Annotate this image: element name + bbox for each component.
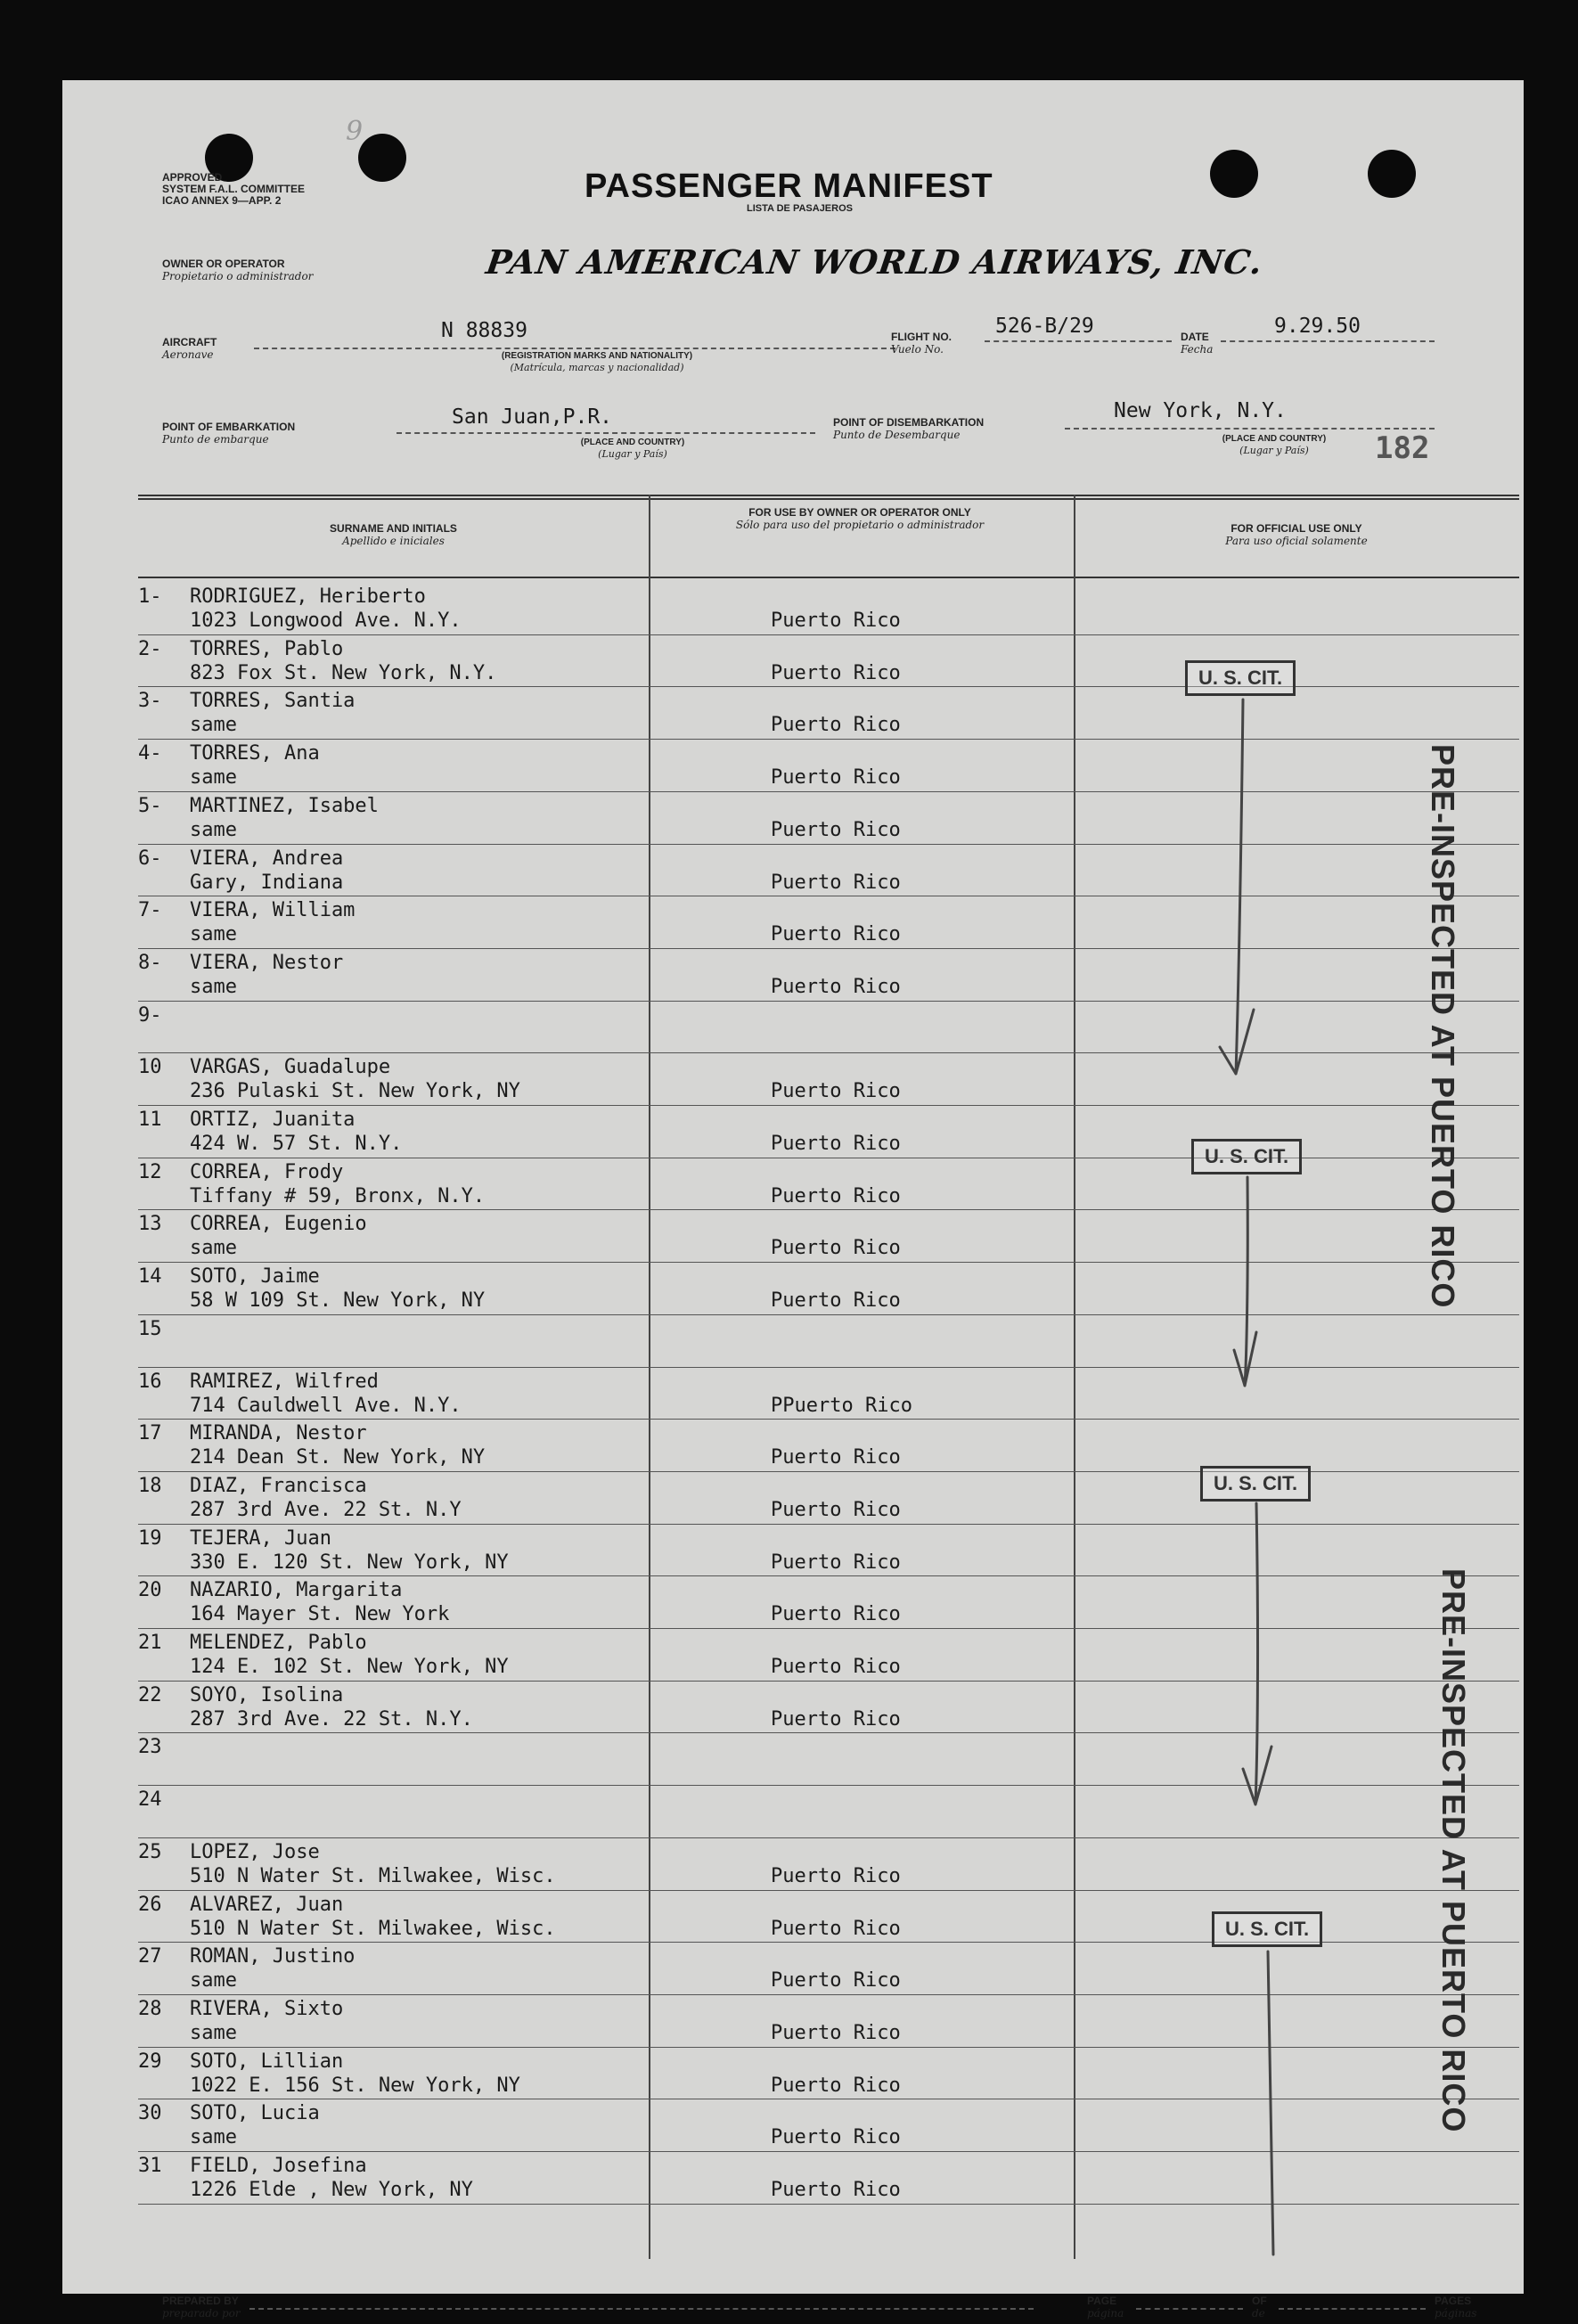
disembark-label-es: Punto de Desembarque — [833, 429, 961, 441]
aircraft-value: N 88839 — [441, 319, 527, 342]
airline-name: PAN AMERICAN WORLD AIRWAYS, INC. — [483, 242, 1266, 282]
us-cit-stamp: U. S. CIT. — [1185, 660, 1296, 696]
flight-label — [891, 331, 952, 356]
passenger-name: MELENDEZ, Pablo — [190, 1632, 367, 1654]
passenger-address: 1023 Longwood Ave. N.Y. — [190, 610, 462, 632]
passenger-origin: Puerto Rico — [771, 1917, 901, 1940]
row-number: 13 — [138, 1213, 162, 1236]
passenger-name: SOTO, Lillian — [190, 2050, 344, 2073]
registration-note-en: (REGISTRATION MARKS AND NATIONALITY) — [501, 351, 693, 361]
passenger-address: same — [190, 2126, 237, 2149]
owner-label — [162, 258, 313, 282]
col-surname-en: SURNAME AND INITIALS — [330, 522, 457, 535]
passenger-origin: Puerto Rico — [771, 1080, 901, 1103]
of-rule — [1279, 2308, 1426, 2310]
row-number: 29 — [138, 2050, 162, 2073]
passenger-name: CORREA, Frody — [190, 1160, 344, 1183]
passenger-origin: Puerto Rico — [771, 1603, 901, 1626]
passenger-name: ROMAN, Justino — [190, 1945, 356, 1968]
owner-label-es: Propietario o administrador — [162, 270, 314, 282]
row-number: 24 — [138, 1788, 162, 1812]
disembark-label — [833, 417, 984, 441]
passenger-address: same — [190, 818, 237, 841]
row-number: 9- — [138, 1003, 162, 1027]
passenger-origin: Puerto Rico — [771, 1237, 901, 1260]
pages-label-es: páginas — [1435, 2307, 1477, 2320]
us-cit-stamp: U. S. CIT. — [1200, 1466, 1311, 1502]
pages-label-en: PAGES — [1435, 2295, 1472, 2307]
flight-label-en: FLIGHT NO. — [891, 331, 952, 343]
us-cit-stamp: U. S. CIT. — [1212, 1911, 1322, 1947]
passenger-name: TORRES, Santia — [190, 690, 356, 713]
disembark-label-en: POINT OF DISEMBARKATION — [833, 416, 985, 429]
place-note-es: (Lugar y País) — [598, 448, 667, 460]
passenger-name: DIAZ, Francisca — [190, 1474, 367, 1497]
row-number: 1- — [138, 585, 162, 608]
page-label-en: PAGE — [1087, 2295, 1117, 2307]
prepared-by-es: preparado por — [162, 2307, 241, 2320]
passenger-address: same — [190, 766, 237, 790]
passenger-address: same — [190, 2021, 237, 2044]
arrow-group-1 — [1220, 700, 1254, 1074]
date-value: 9.29.50 — [1274, 315, 1361, 338]
row-number: 21 — [138, 1632, 162, 1654]
col-owner-es: Sólo para uso del propietario o administrador — [735, 519, 985, 531]
preinspected-stamp: PRE-INSPECTED AT PUERTO RICO — [1435, 1568, 1472, 2133]
passenger-name: TEJERA, Juan — [190, 1526, 331, 1550]
passenger-name: SOYO, Isolina — [190, 1683, 344, 1706]
passenger-address: 287 3rd Ave. 22 St. N.Y — [190, 1498, 462, 1521]
row-number: 3- — [138, 690, 162, 713]
passenger-name: ORTIZ, Juanita — [190, 1109, 356, 1131]
passenger-name: VIERA, William — [190, 899, 356, 922]
us-cit-stamp: U. S. CIT. — [1191, 1139, 1302, 1174]
of-label-en: OF — [1252, 2295, 1267, 2307]
row-number: 6- — [138, 847, 162, 870]
passenger-name: VIERA, Andrea — [190, 847, 344, 870]
row-number: 11 — [138, 1109, 162, 1131]
registration-note — [437, 350, 757, 373]
place-note-es: (Lugar y País) — [1239, 445, 1309, 456]
passenger-origin: Puerto Rico — [771, 1133, 901, 1155]
passenger-origin: Puerto Rico — [771, 1446, 901, 1469]
embark-label-es: Punto de embarque — [162, 433, 269, 446]
date-label-es: Fecha — [1181, 343, 1214, 356]
aircraft-rule — [254, 348, 895, 349]
col-official-en: FOR OFFICIAL USE ONLY — [1231, 522, 1362, 535]
passenger-address: same — [190, 714, 237, 737]
handwritten-arrows — [138, 495, 1519, 2259]
flight-rule — [985, 340, 1172, 342]
place-note-en: (PLACE AND COUNTRY) — [580, 438, 685, 447]
passenger-address: 164 Mayer St. New York — [190, 1603, 450, 1626]
flight-label-es: Vuelo No. — [891, 343, 944, 356]
passenger-address: 330 E. 120 St. New York, NY — [190, 1551, 509, 1574]
row-number: 12 — [138, 1160, 162, 1183]
passenger-name: LOPEZ, Jose — [190, 1840, 320, 1863]
approval-line: APPROVED — [162, 171, 223, 184]
prepared-rule — [249, 2308, 1034, 2310]
passenger-name: VIERA, Nestor — [190, 951, 344, 974]
row-number: 25 — [138, 1840, 162, 1863]
punch-hole — [1368, 150, 1416, 198]
aircraft-label-en: AIRCRAFT — [162, 336, 217, 348]
passenger-origin: Puerto Rico — [771, 2126, 901, 2149]
disembark-value: New York, N.Y. — [1114, 399, 1287, 422]
prepared-by-en: PREPARED BY — [162, 2295, 239, 2307]
passenger-address: same — [190, 975, 237, 998]
edge-mark: 9 — [346, 116, 364, 147]
passenger-origin: Puerto Rico — [771, 975, 901, 998]
of-label-es: de — [1252, 2307, 1265, 2320]
date-label — [1181, 331, 1213, 356]
embark-place-note — [535, 437, 731, 460]
passenger-name: RAMIREZ, Wilfred — [190, 1370, 379, 1393]
passenger-origin: Puerto Rico — [771, 1184, 901, 1207]
passenger-origin: Puerto Rico — [771, 714, 901, 737]
passenger-address: 424 W. 57 St. N.Y. — [190, 1133, 403, 1155]
passenger-address: 823 Fox St. New York, N.Y. — [190, 661, 497, 684]
page-number: 182 — [1375, 430, 1430, 466]
passenger-table — [138, 495, 1519, 2259]
row-number: 18 — [138, 1474, 162, 1497]
passenger-origin: Puerto Rico — [771, 1498, 901, 1521]
passenger-address: same — [190, 1969, 237, 1993]
row-number: 15 — [138, 1317, 162, 1340]
disembark-place-note — [1176, 433, 1372, 456]
row-number: 5- — [138, 794, 162, 817]
row-number: 7- — [138, 899, 162, 922]
passenger-name: SOTO, Jaime — [190, 1265, 320, 1289]
passenger-address: 1226 Elde , New York, NY — [190, 2179, 473, 2201]
passenger-name: CORREA, Eugenio — [190, 1213, 367, 1236]
owner-label-en: OWNER OR OPERATOR — [162, 258, 285, 270]
col-surname-es: Apellido e iniciales — [342, 535, 445, 547]
punch-hole — [358, 134, 406, 182]
date-rule — [1221, 340, 1435, 342]
aircraft-label — [162, 337, 217, 361]
col-official-es: Para uso oficial solamente — [1225, 535, 1368, 547]
passenger-address: 214 Dean St. New York, NY — [190, 1446, 486, 1469]
passenger-origin: Puerto Rico — [771, 2074, 901, 2097]
pages-label — [1435, 2295, 1476, 2320]
embark-label — [162, 421, 295, 446]
page-label-es: página — [1087, 2307, 1124, 2320]
date-label-en: DATE — [1181, 331, 1209, 343]
row-number: 30 — [138, 2102, 162, 2125]
passenger-origin: Puerto Rico — [771, 610, 901, 632]
passenger-name: RIVERA, Sixto — [190, 1997, 344, 2020]
page-label — [1087, 2295, 1124, 2320]
passenger-origin: Puerto Rico — [771, 1551, 901, 1574]
row-number: 4- — [138, 742, 162, 765]
passenger-address: Gary, Indiana — [190, 871, 344, 894]
row-number: 22 — [138, 1683, 162, 1706]
row-number: 8- — [138, 951, 162, 974]
row-number: 17 — [138, 1422, 162, 1445]
passenger-address: 58 W 109 St. New York, NY — [190, 1289, 486, 1313]
of-label — [1252, 2295, 1267, 2320]
page-rule — [1136, 2308, 1243, 2310]
row-number: 27 — [138, 1945, 162, 1968]
passenger-address: 287 3rd Ave. 22 St. N.Y. — [190, 1707, 473, 1731]
row-number: 10 — [138, 1056, 162, 1079]
passenger-origin: Puerto Rico — [771, 766, 901, 790]
disembark-rule — [1065, 428, 1435, 430]
passenger-origin: Puerto Rico — [771, 661, 901, 684]
manifest-sheet — [62, 80, 1524, 2320]
col-owner-en: FOR USE BY OWNER OR OPERATOR ONLY — [748, 506, 971, 519]
preinspected-stamp: PRE-INSPECTED AT PUERTO RICO — [1425, 744, 1461, 1309]
passenger-address: Tiffany # 59, Bronx, N.Y. — [190, 1184, 486, 1207]
passenger-origin: Puerto Rico — [771, 923, 901, 946]
page-subtitle: LISTA DE PASAJEROS — [747, 203, 853, 214]
passenger-name: ALVAREZ, Juan — [190, 1893, 344, 1916]
passenger-address: same — [190, 1237, 237, 1260]
passenger-address: 124 E. 102 St. New York, NY — [190, 1656, 509, 1678]
row-number: 19 — [138, 1526, 162, 1550]
passenger-name: TORRES, Pablo — [190, 637, 344, 660]
passenger-name: SOTO, Lucia — [190, 2102, 320, 2125]
row-number: 23 — [138, 1736, 162, 1759]
passenger-name: RODRIGUEZ, Heriberto — [190, 585, 426, 608]
registration-note-es: (Matrícula, marcas y nacionalidad) — [510, 362, 684, 373]
row-number: 28 — [138, 1997, 162, 2020]
passenger-origin: Puerto Rico — [771, 1969, 901, 1993]
embark-value: San Juan,P.R. — [452, 405, 613, 429]
passenger-address: 1022 E. 156 St. New York, NY — [190, 2074, 520, 2097]
row-number: 26 — [138, 1893, 162, 1916]
passenger-address: 236 Pulaski St. New York, NY — [190, 1080, 520, 1103]
passenger-origin: Puerto Rico — [771, 1707, 901, 1731]
passenger-address: 510 N Water St. Milwakee, Wisc. — [190, 1917, 556, 1940]
passenger-name: TORRES, Ana — [190, 742, 320, 765]
approval-line: ICAO ANNEX 9—APP. 2 — [162, 194, 282, 207]
embark-label-en: POINT OF EMBARKATION — [162, 421, 296, 433]
row-number: 31 — [138, 2155, 162, 2177]
passenger-name: MIRANDA, Nestor — [190, 1422, 367, 1445]
row-number: 2- — [138, 637, 162, 660]
approval-note — [162, 172, 305, 207]
arrow-group-2 — [1234, 1177, 1256, 1386]
passenger-origin: Puerto Rico — [771, 1289, 901, 1313]
passenger-name: NAZARIO, Margarita — [190, 1579, 403, 1602]
passenger-name: FIELD, Josefina — [190, 2155, 367, 2177]
passenger-origin: Puerto Rico — [771, 818, 901, 841]
passenger-origin: Puerto Rico — [771, 2021, 901, 2044]
row-number: 20 — [138, 1579, 162, 1602]
passenger-origin: Puerto Rico — [771, 871, 901, 894]
row-number: 14 — [138, 1265, 162, 1289]
punch-hole — [1210, 150, 1258, 198]
embark-rule — [397, 432, 815, 434]
passenger-origin: Puerto Rico — [771, 1656, 901, 1678]
flight-value: 526-B/29 — [995, 315, 1094, 338]
passenger-address: same — [190, 923, 237, 946]
passenger-origin: Puerto Rico — [771, 1864, 901, 1887]
aircraft-label-es: Aeronave — [162, 348, 214, 361]
page-title: PASSENGER MANIFEST — [585, 168, 993, 205]
arrow-group-3 — [1243, 1503, 1271, 1804]
prepared-by — [162, 2295, 241, 2320]
place-note-en: (PLACE AND COUNTRY) — [1222, 434, 1327, 444]
passenger-name: VARGAS, Guadalupe — [190, 1056, 391, 1079]
passenger-origin: PPuerto Rico — [771, 1394, 912, 1417]
arrow-group-4 — [1268, 1952, 1273, 2254]
row-number: 16 — [138, 1370, 162, 1393]
passenger-name: MARTINEZ, Isabel — [190, 794, 379, 817]
passenger-address: 714 Cauldwell Ave. N.Y. — [190, 1394, 462, 1417]
passenger-address: 510 N Water St. Milwakee, Wisc. — [190, 1864, 556, 1887]
passenger-origin: Puerto Rico — [771, 2179, 901, 2201]
approval-line: SYSTEM F.A.L. COMMITTEE — [162, 183, 306, 195]
